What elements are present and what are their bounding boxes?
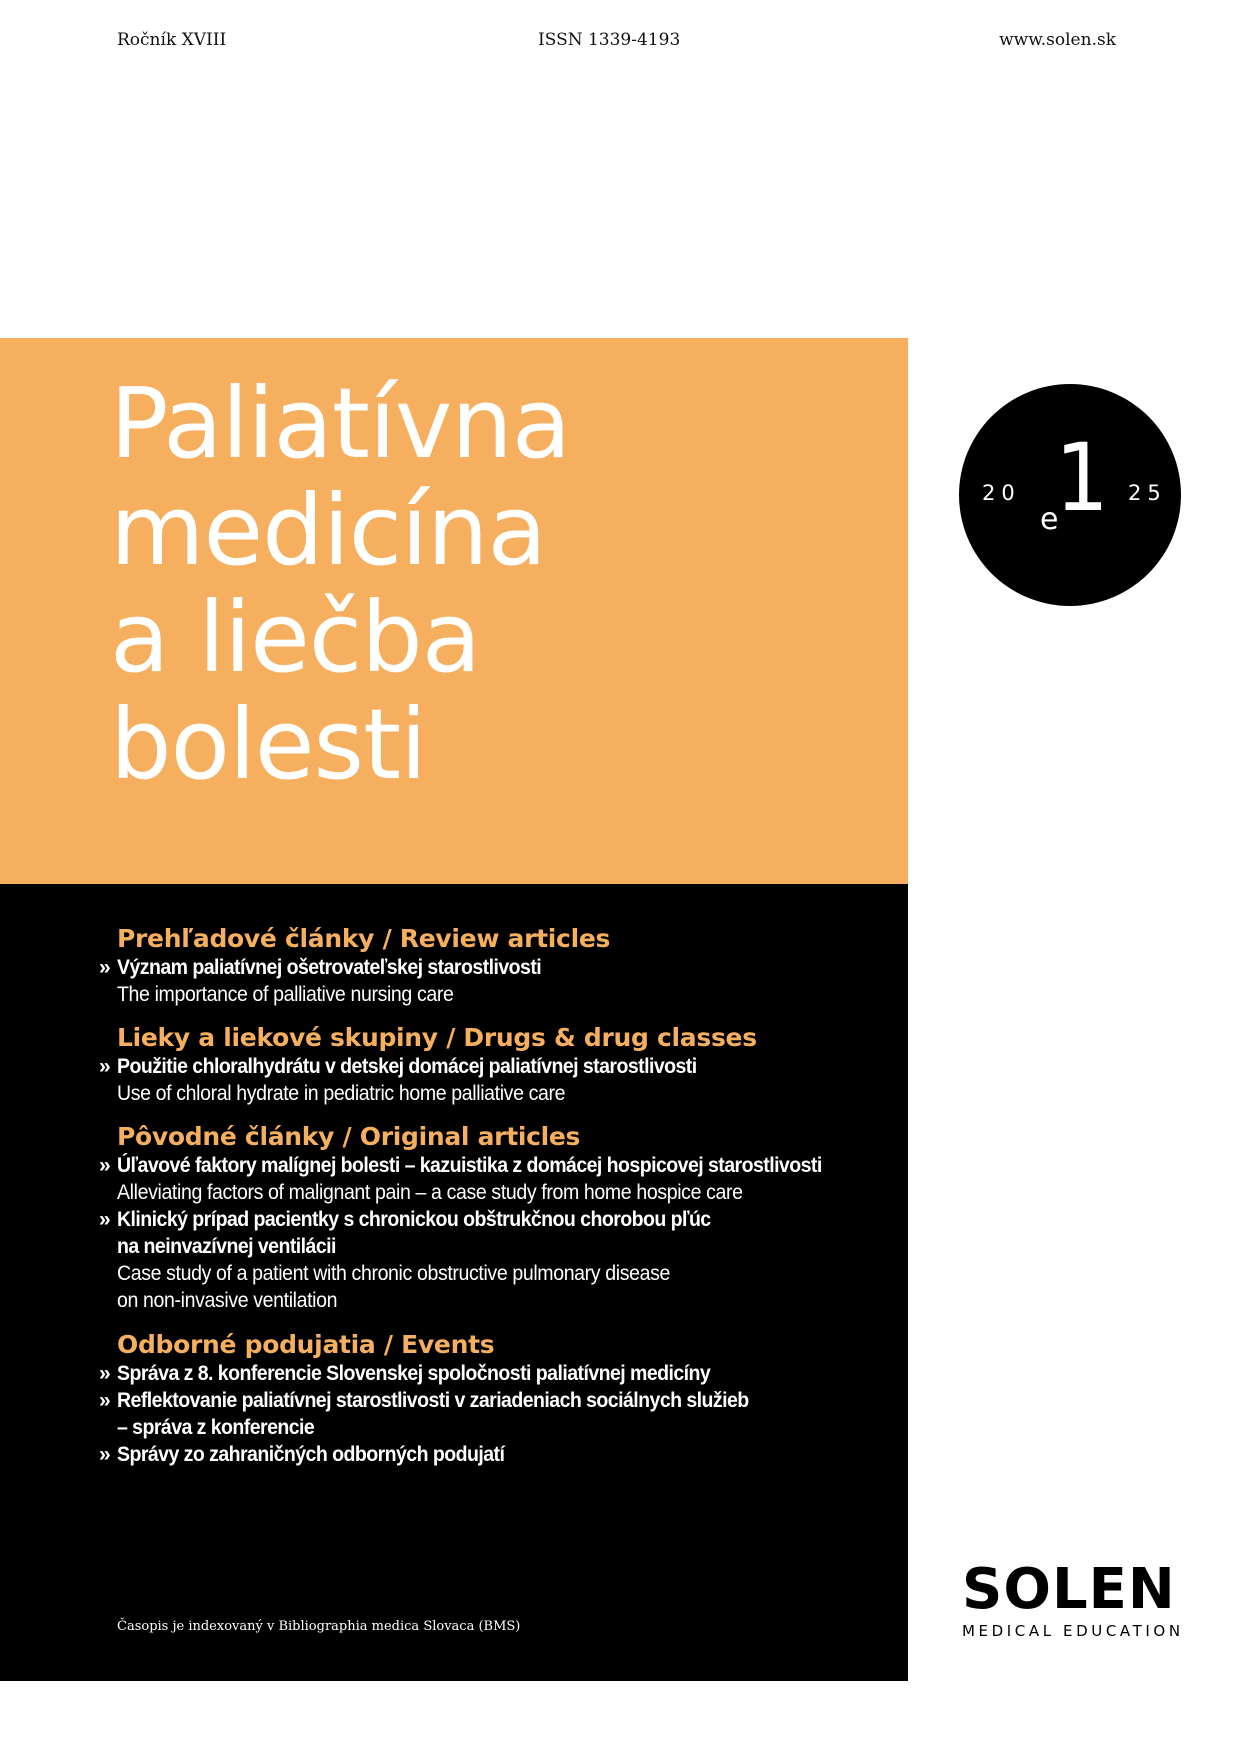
article-title-en: on non-invasive ventilation (117, 1289, 338, 1312)
section-heading: Lieky a liekové skupiny / Drugs & drug classes (117, 1023, 757, 1052)
article-title-sk: na neinvazívnej ventilácii (117, 1235, 336, 1258)
bullet-icon: » (99, 1055, 111, 1078)
volume-label: Ročník XVIII (117, 30, 227, 50)
journal-title-line: medicína (110, 474, 546, 587)
issue-badge (959, 384, 1181, 606)
publisher-name: SOLEN (962, 1557, 1176, 1622)
article-title-sk: Reflektovanie paliatívnej starostlivosti v zariadeniach sociálnych služieb (117, 1389, 749, 1412)
article-item[interactable] (99, 1387, 796, 1441)
bullet-icon: » (99, 1154, 111, 1177)
section-heading: Prehľadové články / Review articles (117, 924, 611, 953)
journal-title-line: a liečba (110, 581, 481, 694)
bullet-icon: » (99, 1362, 111, 1385)
article-title-en: Alleviating factors of malignant pain – a case study from home hospice care (117, 1181, 743, 1204)
article-item[interactable] (99, 1441, 796, 1468)
issue-prefix: e (1040, 502, 1059, 537)
section-drugs (99, 1023, 757, 1107)
publisher-logo[interactable] (962, 1557, 1184, 1640)
website-link[interactable]: www.solen.sk (999, 30, 1116, 50)
article-title-sk: Použitie chloralhydrátu v detskej domácej paliatívnej starostlivosti (117, 1055, 697, 1078)
bullet-icon: » (99, 1389, 111, 1412)
article-title-sk: Úľavové faktory malígnej bolesti – kazuistika z domácej hospicovej starostlivosti (117, 1154, 822, 1177)
section-review (99, 924, 611, 1008)
journal-title (110, 367, 571, 801)
article-item[interactable] (99, 1360, 796, 1387)
bullet-icon: » (99, 1208, 111, 1231)
article-title-sk: – správa z konferencie (117, 1416, 315, 1439)
bullet-icon: » (99, 956, 111, 979)
issn-label: ISSN 1339-4193 (538, 30, 681, 50)
section-heading: Pôvodné články / Original articles (117, 1122, 581, 1151)
article-title-sk: Význam paliatívnej ošetrovateľskej starostlivosti (117, 956, 542, 979)
article-title-sk: Správa z 8. konferencie Slovenskej spoločnosti paliatívnej medicíny (117, 1362, 711, 1385)
issue-year-part2: 25 (1128, 481, 1167, 505)
article-item[interactable] (99, 1152, 875, 1206)
publisher-tagline: MEDICAL EDUCATION (962, 1622, 1184, 1640)
section-events (99, 1330, 796, 1468)
article-item[interactable] (99, 954, 610, 1008)
section-original (99, 1122, 875, 1314)
article-item[interactable] (99, 1053, 757, 1107)
article-item[interactable] (99, 1206, 875, 1314)
issue-number: 1 (1055, 424, 1109, 533)
article-title-en: Use of chloral hydrate in pediatric home palliative care (117, 1082, 566, 1105)
article-title-en: Case study of a patient with chronic obstructive pulmonary disease (117, 1262, 670, 1285)
article-title-sk: Klinický prípad pacientky s chronickou obštrukčnou chorobou pľúc (117, 1208, 711, 1231)
article-title-en: The importance of palliative nursing care (117, 983, 454, 1006)
article-title-sk: Správy zo zahraničných odborných podujatí (117, 1443, 505, 1466)
section-heading: Odborné podujatia / Events (117, 1330, 495, 1359)
bullet-icon: » (99, 1443, 111, 1466)
journal-title-line: bolesti (110, 688, 427, 801)
contents-panel (0, 884, 908, 1681)
issue-year-part1: 20 (982, 481, 1021, 505)
index-note: Časopis je indexovaný v Bibliographia medica Slovaca (BMS) (117, 1619, 521, 1634)
journal-title-line: Paliatívna (110, 367, 571, 480)
